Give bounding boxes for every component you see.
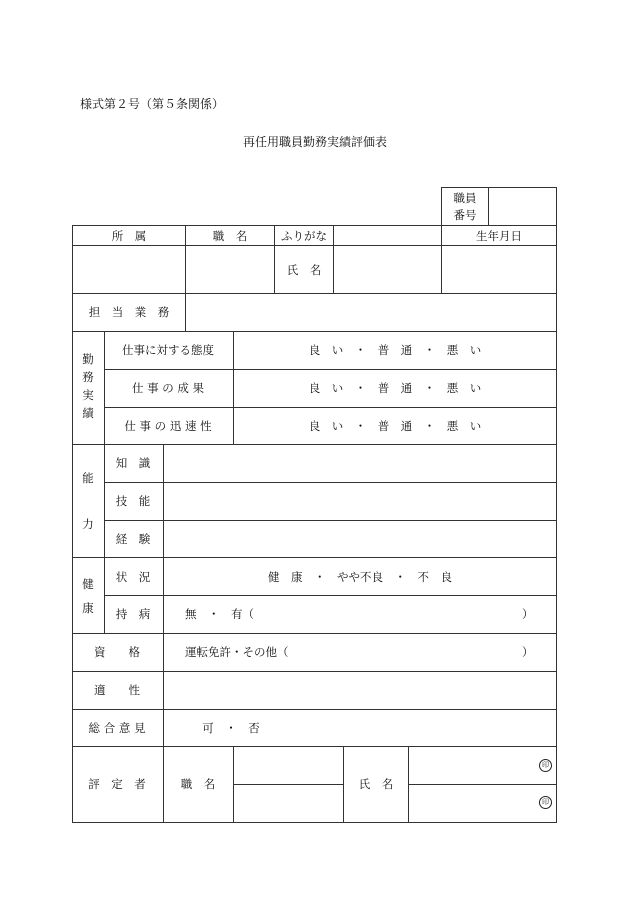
speed-label: 仕 事 の 迅 速 性	[124, 419, 212, 433]
position-field[interactable]	[186, 246, 274, 293]
qualification-value[interactable]: 運転免許・その他（	[185, 645, 289, 659]
health-label: 康	[82, 601, 94, 615]
chronic-illness-label: 持 病	[115, 607, 151, 621]
skill-label: 技 能	[115, 494, 151, 508]
evaluator-name-field-2[interactable]	[409, 785, 539, 822]
health-status-options[interactable]: 健 康 ・ やや不良 ・ 不 良	[268, 570, 452, 584]
health-status-label: 状 況	[115, 570, 151, 584]
experience-field[interactable]	[164, 521, 556, 557]
chronic-illness-close: ）	[522, 607, 534, 621]
evaluator-position-field-2[interactable]	[234, 785, 343, 822]
attitude-label: 仕事に対する態度	[122, 343, 214, 357]
affiliation-header: 所 属	[111, 229, 147, 243]
seal-mark-icon: 印	[539, 759, 552, 772]
attitude-rating-options[interactable]: 良 い ・ 普 通 ・ 悪 い	[308, 343, 482, 357]
birthdate-header: 生年月日	[476, 229, 522, 243]
qualification-label: 資 格	[94, 645, 140, 659]
name-label: 氏 名	[286, 263, 322, 277]
overall-opinion-label: 総 合 意 見	[88, 721, 146, 735]
affiliation-field[interactable]	[73, 246, 185, 293]
aptitude-field[interactable]	[164, 672, 556, 709]
health-label: 健	[82, 577, 94, 591]
experience-label: 経 験	[115, 532, 151, 546]
birthdate-field[interactable]	[442, 246, 556, 293]
evaluator-name-field-1[interactable]	[409, 747, 539, 784]
qualification-close: ）	[522, 645, 534, 659]
results-label: 仕 事 の 成 果	[131, 381, 205, 395]
form-number: 様式第２号（第５条関係）	[80, 97, 225, 111]
evaluator-label: 評 定 者	[88, 777, 146, 791]
work-record-label: 績	[82, 406, 94, 420]
duties-label: 担 当 業 務	[88, 305, 170, 319]
knowledge-field[interactable]	[164, 445, 556, 482]
knowledge-label: 知 識	[115, 456, 151, 470]
aptitude-label: 適 性	[94, 683, 140, 697]
position-header: 職 名	[212, 229, 248, 243]
duties-field[interactable]	[186, 294, 556, 331]
results-rating-options[interactable]: 良 い ・ 普 通 ・ 悪 い	[308, 381, 482, 395]
overall-opinion-options[interactable]: 可 ・ 否	[202, 721, 260, 735]
page-title: 再任用職員勤務実績評価表	[242, 135, 388, 149]
ability-label: 能	[82, 471, 94, 485]
furigana-field[interactable]	[334, 226, 441, 245]
seal-mark-icon: 印	[539, 796, 552, 809]
skill-field[interactable]	[164, 483, 556, 520]
chronic-illness-options[interactable]: 無 ・ 有（	[185, 607, 254, 621]
evaluator-position-label: 職 名	[180, 777, 216, 791]
evaluator-position-field-1[interactable]	[234, 747, 343, 784]
staff-number-label: 職員	[453, 191, 477, 205]
ability-label: 力	[82, 517, 94, 531]
speed-rating-options[interactable]: 良 い ・ 普 通 ・ 悪 い	[308, 419, 482, 433]
evaluator-name-label: 氏 名	[358, 777, 394, 791]
work-record-label: 務	[82, 370, 94, 384]
work-record-label: 勤	[82, 352, 94, 366]
staff-number-label-2: 番号	[453, 208, 477, 222]
work-record-label: 実	[82, 388, 94, 402]
staff-number-field[interactable]	[489, 188, 556, 225]
name-field[interactable]	[334, 246, 441, 293]
furigana-header: ふりがな	[281, 229, 327, 243]
